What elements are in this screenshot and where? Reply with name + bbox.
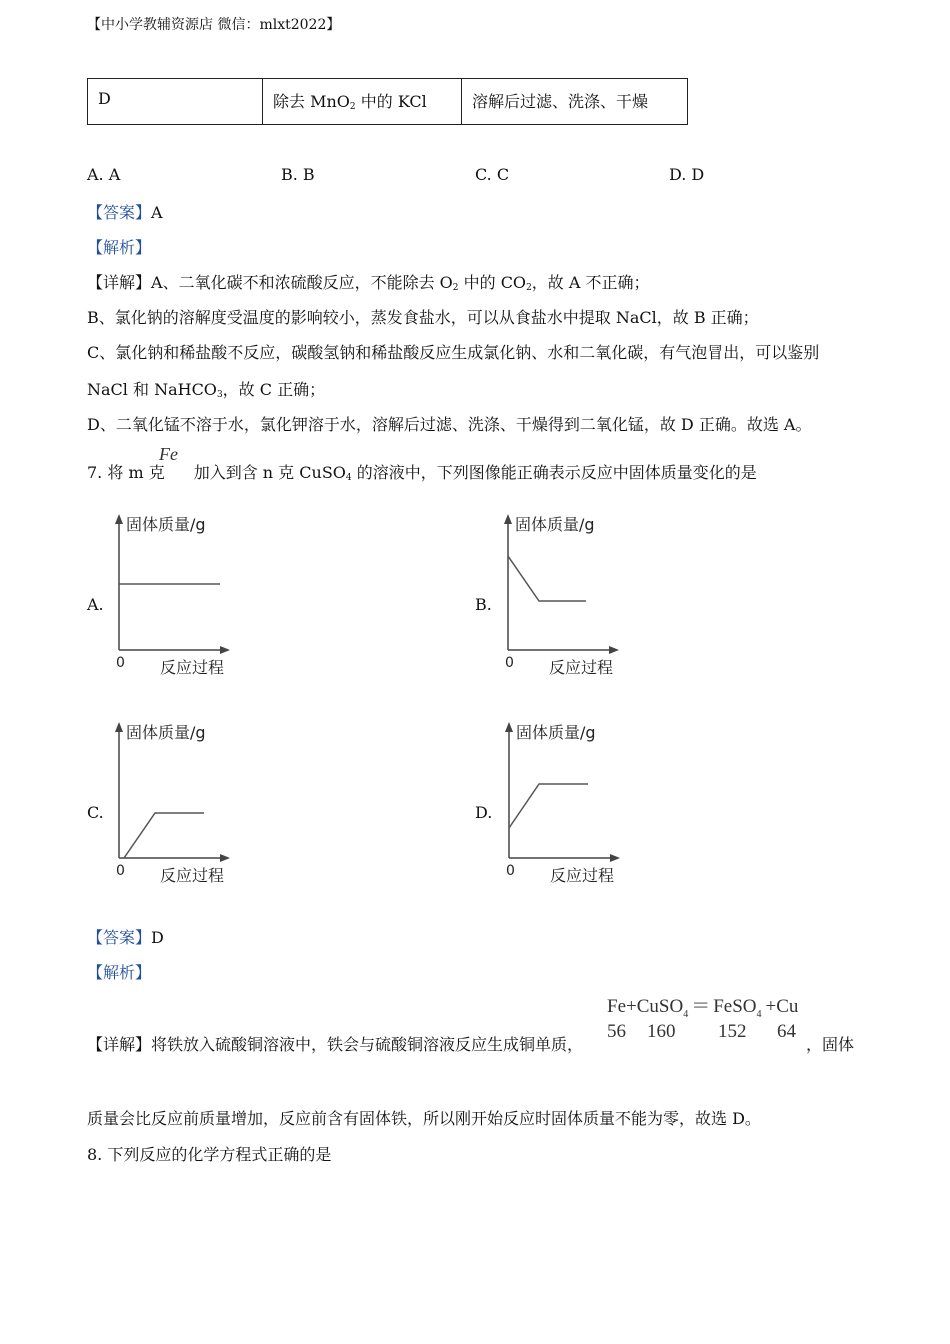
graph-label-a: A.: [87, 595, 104, 614]
table-cell-method: 溶解后过滤、洗涤、干燥: [462, 79, 688, 125]
mass-cu: 64: [777, 1021, 796, 1042]
q6-option-b: B. B: [281, 165, 315, 184]
graph-b-xlabel: 反应过程: [549, 658, 614, 677]
q6-analysis-tag: 【解析】: [87, 238, 152, 257]
graph-b-line: [508, 556, 586, 601]
q6-option-a: A. A: [87, 165, 121, 184]
graph-d-line: [509, 784, 588, 828]
q6-answer: 【答案】A: [87, 203, 163, 222]
q7-answer: 【答案】D: [87, 928, 164, 947]
q7-detail-1: 【详解】将铁放入硫酸铜溶液中，铁会与硫酸铜溶液反应生成铜单质，: [87, 1035, 584, 1054]
q7-stem: 7. 将 m 克 加入到含 n 克 CuSO$_4$ 的溶液中，下列图像能正确表示反应中固体质量变化的是: [87, 463, 757, 483]
q6-detail-a: 【详解】A、二氧化碳不和浓硫酸反应，不能除去 $O_2$ 中的 $CO_2$，故 A 不正确；: [87, 273, 650, 293]
graph-d: [498, 718, 638, 897]
header-watermark: 【中小学教辅资源店 微信：mlxt2022】: [87, 17, 341, 33]
graph-a-xlabel: 反应过程: [160, 658, 225, 677]
graph-c: [108, 718, 248, 897]
graph-label-d: D.: [475, 803, 493, 822]
graph-a-origin: 0: [116, 655, 125, 671]
q6-detail-c2: NaCl 和 NaHCO$_3$，故 C 正确；: [87, 380, 326, 400]
graph-b-origin: 0: [505, 655, 514, 671]
q6-option-c: C. C: [475, 165, 510, 184]
graph-c-ylabel: 固体质量/g: [126, 723, 206, 742]
graph-c-line: [124, 813, 204, 858]
graph-c-origin: 0: [116, 863, 125, 879]
graph-d-origin: 0: [506, 863, 515, 879]
mass-fe: 56: [607, 1021, 626, 1042]
fe-formula: Fe: [159, 444, 178, 464]
table-row: [88, 79, 688, 125]
graph-label-c: C.: [87, 803, 104, 822]
options-table: [87, 78, 688, 125]
mass-cuso4: 160: [647, 1021, 676, 1042]
graph-c-xlabel: 反应过程: [160, 866, 225, 885]
q7-analysis-tag: 【解析】: [87, 963, 152, 982]
table-cell-option: D: [88, 79, 263, 125]
q6-option-d: D. D: [669, 165, 705, 184]
q8-stem: 8. 下列反应的化学方程式正确的是: [87, 1145, 332, 1164]
graph-b-ylabel: 固体质量/g: [515, 515, 595, 534]
q6-detail-d: D、二氧化锰不溶于水，氯化钾溶于水，溶解后过滤、洗涤、干燥得到二氧化锰，故 D 正确。故选 A。: [87, 415, 812, 434]
q6-detail-c1: C、氯化钠和稀盐酸不反应，碳酸氢钠和稀盐酸反应生成氯化钠、水和二氧化碳，有气泡冒出，可以鉴别: [87, 343, 820, 362]
graph-d-ylabel: 固体质量/g: [516, 723, 596, 742]
q7-detail-2: 质量会比反应前质量增加，反应前含有固体铁，所以刚开始反应时固体质量不能为零，故选 D。: [87, 1109, 761, 1128]
q7-detail-tail: ，固体: [806, 1035, 855, 1054]
graph-d-xlabel: 反应过程: [550, 866, 615, 885]
graph-label-b: B.: [475, 595, 492, 614]
mass-feso4: 152: [718, 1021, 747, 1042]
table-cell-purpose: 除去 MnO$_2$ 中的 KCl: [263, 79, 462, 125]
reaction-equation: Fe+CuSO$_4$ ＝ FeSO$_4$ +Cu: [607, 996, 799, 1020]
q6-detail-b: B、氯化钠的溶解度受温度的影响较小，蒸发食盐水，可以从食盐水中提取 NaCl，故 B 正确；: [87, 308, 759, 327]
graph-b: [497, 510, 637, 689]
graph-a-ylabel: 固体质量/g: [126, 515, 206, 534]
graph-a: [108, 510, 248, 689]
